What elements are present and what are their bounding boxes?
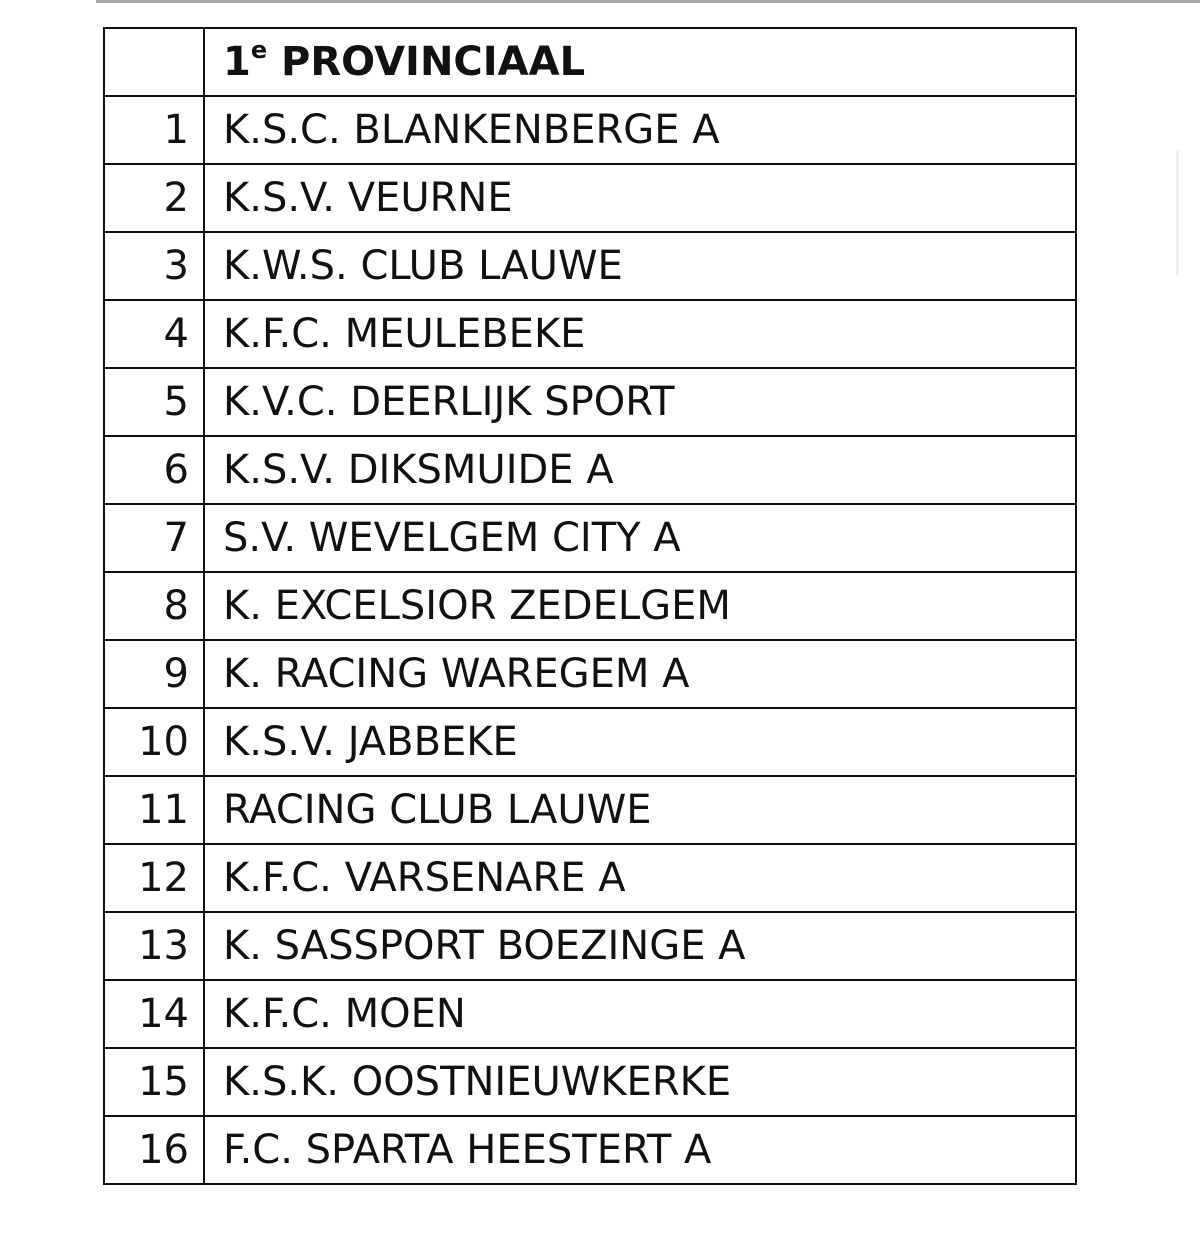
- table-row: [104, 708, 1076, 776]
- rank-cell: 1: [104, 96, 204, 164]
- rank-header-cell: [104, 28, 204, 96]
- table-row: [104, 436, 1076, 504]
- division-number: 1: [223, 39, 251, 85]
- team-name-cell: S.V. WEVELGEM CITY A: [204, 504, 1076, 572]
- team-name-cell: K.F.C. MOEN: [204, 980, 1076, 1048]
- team-name-cell: K. SASSPORT BOEZINGE A: [204, 912, 1076, 980]
- team-name-cell: F.C. SPARTA HEESTERT A: [204, 1116, 1076, 1184]
- table-row: [104, 980, 1076, 1048]
- team-name-cell: K. EXCELSIOR ZEDELGEM: [204, 572, 1076, 640]
- rank-cell: 14: [104, 980, 204, 1048]
- team-name-cell: K. RACING WAREGEM A: [204, 640, 1076, 708]
- division-name: PROVINCIAAL: [267, 39, 586, 85]
- team-name-cell: K.S.V. JABBEKE: [204, 708, 1076, 776]
- standings-body: [104, 28, 1076, 1184]
- rank-cell: 11: [104, 776, 204, 844]
- rank-cell: 9: [104, 640, 204, 708]
- table-row: [104, 912, 1076, 980]
- team-name-cell: K.S.C. BLANKENBERGE A: [204, 96, 1076, 164]
- rank-cell: 6: [104, 436, 204, 504]
- table-row: [104, 232, 1076, 300]
- rank-cell: 12: [104, 844, 204, 912]
- table-row: [104, 844, 1076, 912]
- top-divider-line: [96, 0, 1200, 3]
- table-row: [104, 164, 1076, 232]
- table-row: [104, 300, 1076, 368]
- rank-cell: 7: [104, 504, 204, 572]
- team-name-cell: K.F.C. MEULEBEKE: [204, 300, 1076, 368]
- rank-cell: 3: [104, 232, 204, 300]
- team-name-cell: K.F.C. VARSENARE A: [204, 844, 1076, 912]
- team-name-cell: K.V.C. DEERLIJK SPORT: [204, 368, 1076, 436]
- table-row: [104, 1048, 1076, 1116]
- rank-cell: 5: [104, 368, 204, 436]
- table-row: [104, 1116, 1076, 1184]
- table-row: [104, 368, 1076, 436]
- rank-cell: 10: [104, 708, 204, 776]
- team-name-cell: K.S.V. DIKSMUIDE A: [204, 436, 1076, 504]
- team-name-cell: K.S.K. OOSTNIEUWKERKE: [204, 1048, 1076, 1116]
- rank-cell: 4: [104, 300, 204, 368]
- standings-table: [103, 27, 1077, 1185]
- table-row: [104, 504, 1076, 572]
- table-row: [104, 776, 1076, 844]
- team-name-cell: RACING CLUB LAUWE: [204, 776, 1076, 844]
- division-header-cell: [204, 28, 1076, 96]
- rank-cell: 16: [104, 1116, 204, 1184]
- edge-scan-mark: [1176, 150, 1179, 275]
- rank-cell: 13: [104, 912, 204, 980]
- team-name-cell: K.W.S. CLUB LAUWE: [204, 232, 1076, 300]
- header-row: [104, 28, 1076, 96]
- rank-cell: 15: [104, 1048, 204, 1116]
- rank-cell: 2: [104, 164, 204, 232]
- division-ordinal-suffix: e: [250, 35, 268, 64]
- rank-cell: 8: [104, 572, 204, 640]
- table-row: [104, 572, 1076, 640]
- table-row: [104, 640, 1076, 708]
- table-row: [104, 96, 1076, 164]
- team-name-cell: K.S.V. VEURNE: [204, 164, 1076, 232]
